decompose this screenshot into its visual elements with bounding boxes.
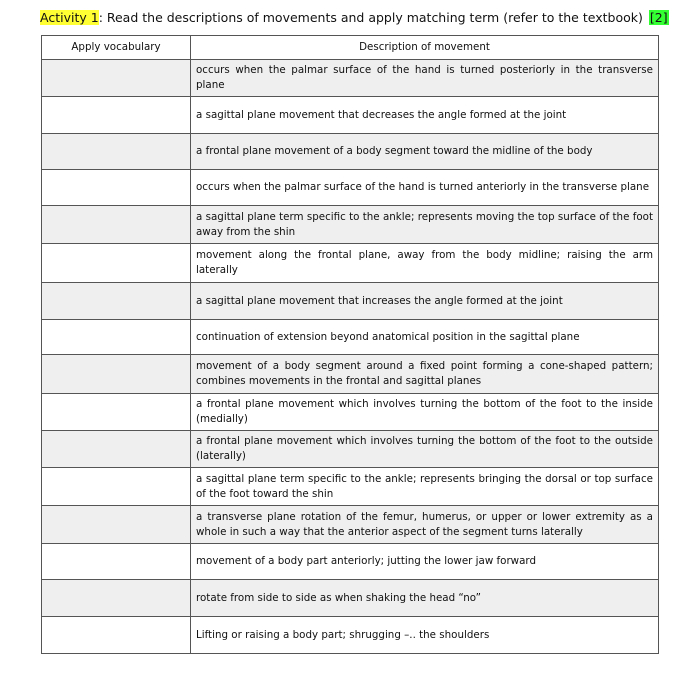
description-cell: occurs when the palmar surface of the hand is turned posteriorly in the transverse plane (191, 60, 659, 97)
table-row (42, 506, 659, 544)
table-row (42, 134, 659, 170)
vocab-answer-cell[interactable] (42, 283, 191, 320)
vocab-answer-cell[interactable] (42, 355, 191, 394)
vocab-answer-cell[interactable] (42, 320, 191, 355)
vocab-answer-cell[interactable] (42, 244, 191, 283)
table-row (42, 355, 659, 394)
description-cell: a sagittal plane term specific to the ankle; represents moving the top surface of the foot away from the shin (191, 206, 659, 244)
table-row (42, 544, 659, 580)
table-row (42, 206, 659, 244)
vocabulary-table (41, 35, 659, 654)
vocab-answer-cell[interactable] (42, 431, 191, 468)
table-row (42, 320, 659, 355)
vocab-answer-cell[interactable] (42, 544, 191, 580)
activity-label: Activity 1 (40, 10, 99, 25)
description-cell: a sagittal plane term specific to the ankle; represents bringing the dorsal or top surface of the foot toward the shin (191, 468, 659, 506)
table-row (42, 97, 659, 134)
vocab-answer-cell[interactable] (42, 468, 191, 506)
table-row (42, 170, 659, 206)
description-cell: Lifting or raising a body part; shrugging –.. the shoulders (191, 617, 659, 654)
description-cell: continuation of extension beyond anatomical position in the sagittal plane (191, 320, 659, 355)
description-cell: movement along the frontal plane, away from the body midline; raising the arm laterally (191, 244, 659, 283)
table-row (42, 431, 659, 468)
activity-heading (40, 9, 669, 27)
table-row (42, 283, 659, 320)
vocab-answer-cell[interactable] (42, 170, 191, 206)
vocab-answer-cell[interactable] (42, 134, 191, 170)
description-cell: rotate from side to side as when shaking the head “no” (191, 580, 659, 617)
column-header-vocabulary: Apply vocabulary (42, 36, 191, 60)
table-header-row (42, 36, 659, 60)
marks-badge: [2] (649, 10, 668, 25)
activity-instruction: : Read the descriptions of movements and apply matching term (refer to the textbook) (98, 10, 643, 25)
column-header-description: Description of movement (191, 36, 659, 60)
vocab-answer-cell[interactable] (42, 580, 191, 617)
description-cell: a sagittal plane movement that decreases the angle formed at the joint (191, 97, 659, 134)
description-cell: a frontal plane movement which involves turning the bottom of the foot to the inside (medially) (191, 394, 659, 431)
table-row (42, 60, 659, 97)
description-cell: movement of a body part anteriorly; jutting the lower jaw forward (191, 544, 659, 580)
description-cell: a sagittal plane movement that increases the angle formed at the joint (191, 283, 659, 320)
description-cell: movement of a body segment around a fixed point forming a cone-shaped pattern; combines movements in the frontal and sagittal planes (191, 355, 659, 394)
description-cell: a frontal plane movement of a body segment toward the midline of the body (191, 134, 659, 170)
description-cell: a frontal plane movement which involves turning the bottom of the foot to the outside (laterally) (191, 431, 659, 468)
table-row (42, 617, 659, 654)
vocab-answer-cell[interactable] (42, 617, 191, 654)
vocab-answer-cell[interactable] (42, 97, 191, 134)
table-row (42, 394, 659, 431)
vocab-answer-cell[interactable] (42, 60, 191, 97)
description-cell: occurs when the palmar surface of the hand is turned anteriorly in the transverse plane (191, 170, 659, 206)
table-row (42, 580, 659, 617)
vocab-answer-cell[interactable] (42, 394, 191, 431)
vocab-answer-cell[interactable] (42, 506, 191, 544)
table-row (42, 244, 659, 283)
table-row (42, 468, 659, 506)
vocab-answer-cell[interactable] (42, 206, 191, 244)
description-cell: a transverse plane rotation of the femur, humerus, or upper or lower extremity as a whole in such a way that the anterior aspect of the segment turns laterally (191, 506, 659, 544)
